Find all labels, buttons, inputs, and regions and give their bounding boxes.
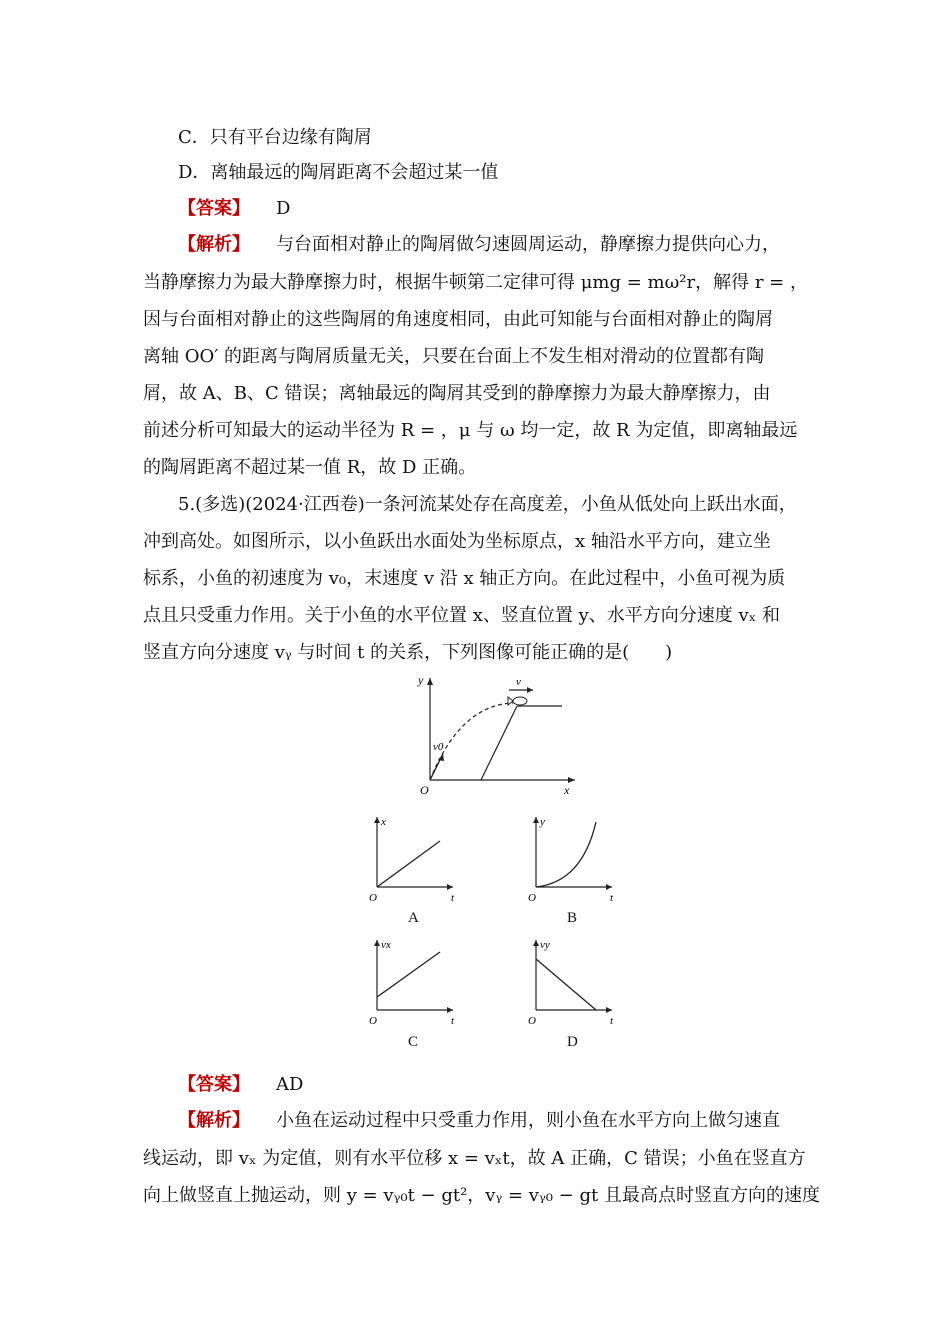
answer-tag: 【答案】 [178, 198, 250, 219]
analysis-1-line-0 [178, 233, 780, 257]
graph-b [524, 812, 624, 907]
graph-c-label: C [408, 1034, 419, 1050]
answer-2 [178, 1073, 303, 1097]
analysis-text: 与台面相对静止的陶屑做匀速圆周运动，静摩擦力提供向心力， [276, 234, 780, 255]
analysis-1-line-4: 屑，故 A、B、C 错误；离轴最远的陶屑其受到的静摩擦力为最大静摩擦力，由 [143, 383, 771, 404]
analysis-2-line-1: 线运动，即 vₓ 为定值，则有水平位移 x = vₓt，故 A 正确，C 错误；小鱼在竖直方 [143, 1148, 806, 1169]
graph-d-label: D [567, 1034, 578, 1050]
graph-b-origin: O [528, 892, 536, 904]
main-figure [405, 670, 585, 800]
label-origin: O [420, 783, 429, 797]
analysis-1-line-3: 离轴 OO′ 的距离与陶屑质量无关，只要在台面上不发生相对滑动的位置都有陶 [143, 346, 765, 367]
graph-a-origin: O [369, 892, 377, 904]
graph-a [365, 812, 465, 907]
graph-a-label: A [408, 910, 419, 926]
option-c: C．只有平台边缘有陶屑 [178, 127, 372, 148]
graph-d-xaxis: t [610, 1015, 614, 1027]
analysis-2-line-2: 向上做竖直上抛运动，则 y = vᵧ₀t − gt²，vᵧ = vᵧ₀ − gt 且最高点时竖直方向的速度 [143, 1185, 820, 1206]
graph-d [524, 935, 624, 1030]
analysis-tag: 【解析】 [178, 1110, 250, 1131]
analysis-text: 小鱼在运动过程中只受重力作用，则小鱼在水平方向上做匀速直 [276, 1110, 780, 1131]
analysis-1-line-1: 当静摩擦力为最大静摩擦力时，根据牛顿第二定律可得 μmg = mω²r，解得 r = ， [143, 272, 808, 293]
analysis-1-line-6: 的陶屑距离不超过某一值 R，故 D 正确。 [143, 457, 477, 478]
analysis-1-line-2: 因与台面相对静止的这些陶屑的角速度相同，由此可知能与台面相对静止的陶屑 [143, 309, 773, 330]
analysis-2-line-0 [178, 1109, 780, 1133]
answer-1 [178, 197, 290, 221]
graph-a-xaxis: t [451, 892, 455, 904]
graph-b-label: B [567, 910, 578, 926]
graph-d-origin: O [528, 1015, 536, 1027]
question-5-line-2: 标系，小鱼的初速度为 v₀，末速度 v 沿 x 轴正方向。在此过程中，小鱼可视为质 [143, 568, 786, 589]
question-5-line-1: 冲到高处。如图所示，以小鱼跃出水面处为坐标原点，x 轴沿水平方向，建立坐 [143, 531, 771, 552]
answer-value: D [276, 198, 291, 219]
question-5-line-3: 点且只受重力作用。关于小鱼的水平位置 x、竖直位置 y、水平方向分速度 vₓ 和 [143, 605, 781, 626]
graph-c [365, 935, 465, 1030]
label-y: y [418, 673, 424, 687]
fish-icon [513, 697, 527, 705]
graph-b-xaxis: t [610, 892, 614, 904]
graph-d-yaxis: vy [540, 939, 550, 951]
label-v0: v0 [433, 741, 444, 753]
answer-tag: 【答案】 [178, 1074, 250, 1095]
option-d: D．离轴最远的陶屑距离不会超过某一值 [178, 162, 499, 183]
graph-b-yaxis: y [540, 816, 545, 828]
graph-c-yaxis: vx [381, 939, 391, 951]
graph-c-xaxis: t [451, 1015, 455, 1027]
question-5-line-4: 竖直方向分速度 vᵧ 与时间 t 的关系，下列图像可能正确的是( ) [143, 642, 673, 663]
graph-c-origin: O [369, 1015, 377, 1027]
label-x: x [564, 783, 570, 797]
graph-a-yaxis: x [381, 816, 386, 828]
answer-value: AD [276, 1074, 304, 1095]
analysis-1-line-5: 前述分析可知最大的运动半径为 R = ，μ 与 ω 均一定，故 R 为定值，即离轴最远 [143, 420, 798, 441]
question-5-line-0: 5.(多选)(2024·江西卷)一条河流某处存在高度差，小鱼从低处向上跃出水面， [178, 494, 797, 515]
analysis-tag: 【解析】 [178, 234, 250, 255]
label-v: v [516, 676, 521, 688]
